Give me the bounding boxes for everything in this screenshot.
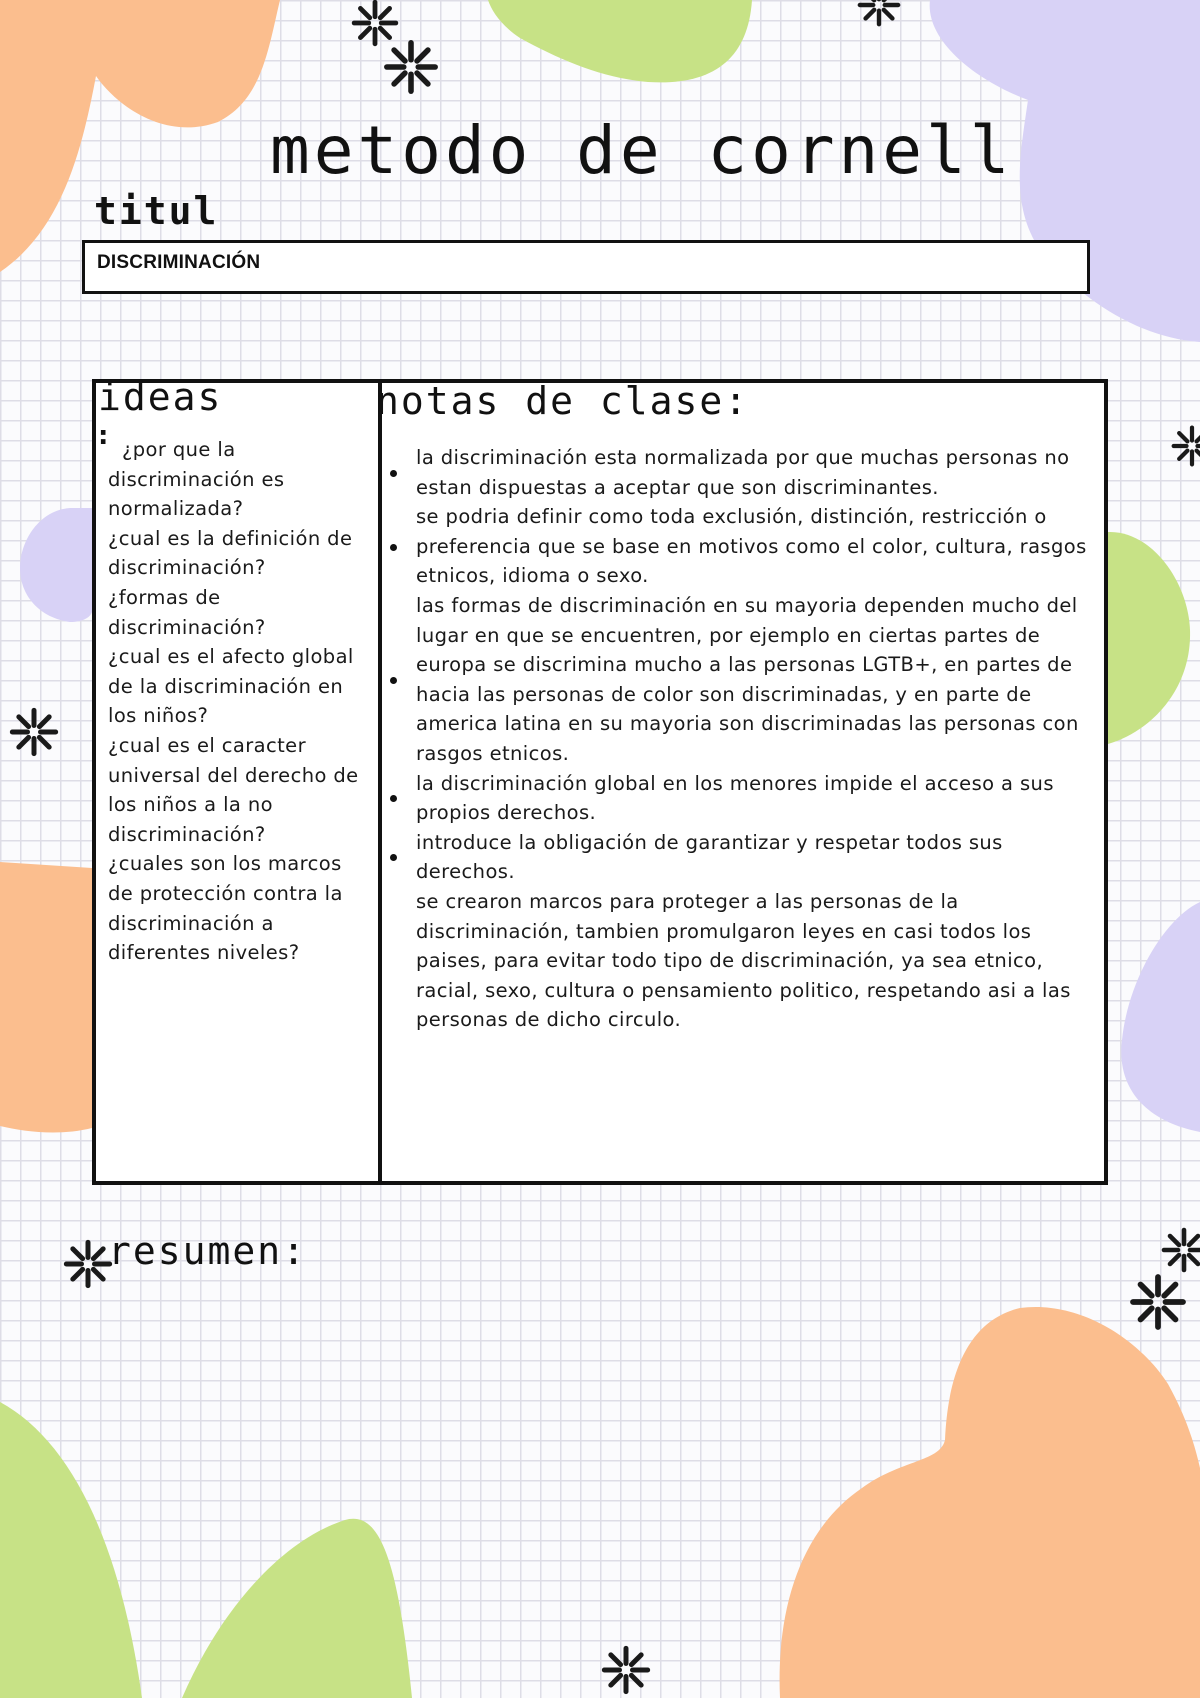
ideas-label: ideas — [98, 375, 223, 419]
note-item: se crearon marcos para proteger a las personas de la discriminación, tambien promulgaron leyes en casi todos los paises, para evitar todo tipo de discriminación, ya sea etnico, racial, sexo, cultura o pensamiento politico, respetando asi a las personas de dicho circulo. — [416, 889, 1071, 1032]
sparkle-icon — [382, 38, 440, 96]
sparkle-icon — [1160, 1226, 1200, 1274]
note-item: se podria definir como toda exclusión, distinción, restricción o preferencia que se base en motivos como el color, cultura, rasgos etnicos, idioma o sexo. — [404, 502, 1100, 591]
sparkle-icon — [8, 706, 60, 758]
column-divider — [378, 383, 382, 1181]
page-title: metodo de cornell — [270, 112, 1014, 189]
sparkle-icon — [600, 1644, 652, 1696]
notes-label: notas de clase: — [376, 379, 750, 423]
sparkle-icon — [856, 0, 902, 28]
notes-list — [404, 443, 1100, 1035]
title-label: titul — [94, 189, 219, 233]
blob-lavender-left — [20, 508, 92, 622]
blob-green-top — [488, 0, 752, 82]
blob-green-bottom-left — [0, 1402, 142, 1698]
blob-orange-bottom-right — [780, 1307, 1200, 1698]
idea-question: ¿formas de discriminación? — [108, 585, 266, 639]
sparkle-icon — [1128, 1272, 1188, 1332]
idea-question: ¿cual es el afecto global de la discriminación en los niños? — [108, 645, 354, 728]
ideas-questions — [108, 435, 364, 968]
idea-question: ¿cual es la definición de discriminación? — [108, 526, 353, 580]
idea-question: ¿cual es el caracter universal del derecho de los niños a la no discriminación? — [108, 733, 359, 846]
blob-green-bottom-center — [182, 1519, 412, 1698]
note-item: las formas de discriminación en su mayoria dependen mucho del lugar en que se encuentren, por ejemplo en ciertas partes de europa se discrimina mucho a las personas LGTB+, en partes de hacia las personas de color son discriminadas, y en parte de america latina en su mayoria son discriminadas las personas con rasgos etnicos. — [404, 591, 1100, 769]
ideas-colon: : — [98, 421, 109, 451]
title-field[interactable] — [82, 240, 1090, 294]
summary-label: resumen: — [108, 1229, 308, 1273]
blob-green-right — [1108, 532, 1190, 744]
blob-orange-left — [0, 862, 92, 1132]
note-item: la discriminación esta normalizada por que muchas personas no estan dispuestas a aceptar que son discriminantes. — [404, 443, 1100, 502]
sparkle-icon — [62, 1238, 114, 1290]
idea-question: ¿cuales son los marcos de protección contra la discriminación a diferentes niveles? — [108, 852, 343, 965]
note-item: la discriminación global en los menores impide el acceso a sus propios derechos. — [404, 769, 1100, 828]
sparkle-icon — [1170, 424, 1200, 468]
blob-lavender-right — [1121, 902, 1200, 1132]
idea-question: ¿por que la discriminación es normalizada? — [108, 438, 285, 521]
title-value: DISCRIMINACIÓN — [97, 252, 261, 273]
note-item: introduce la obligación de garantizar y respetar todos sus derechos. — [404, 828, 1100, 887]
cornell-table — [92, 375, 1108, 1185]
